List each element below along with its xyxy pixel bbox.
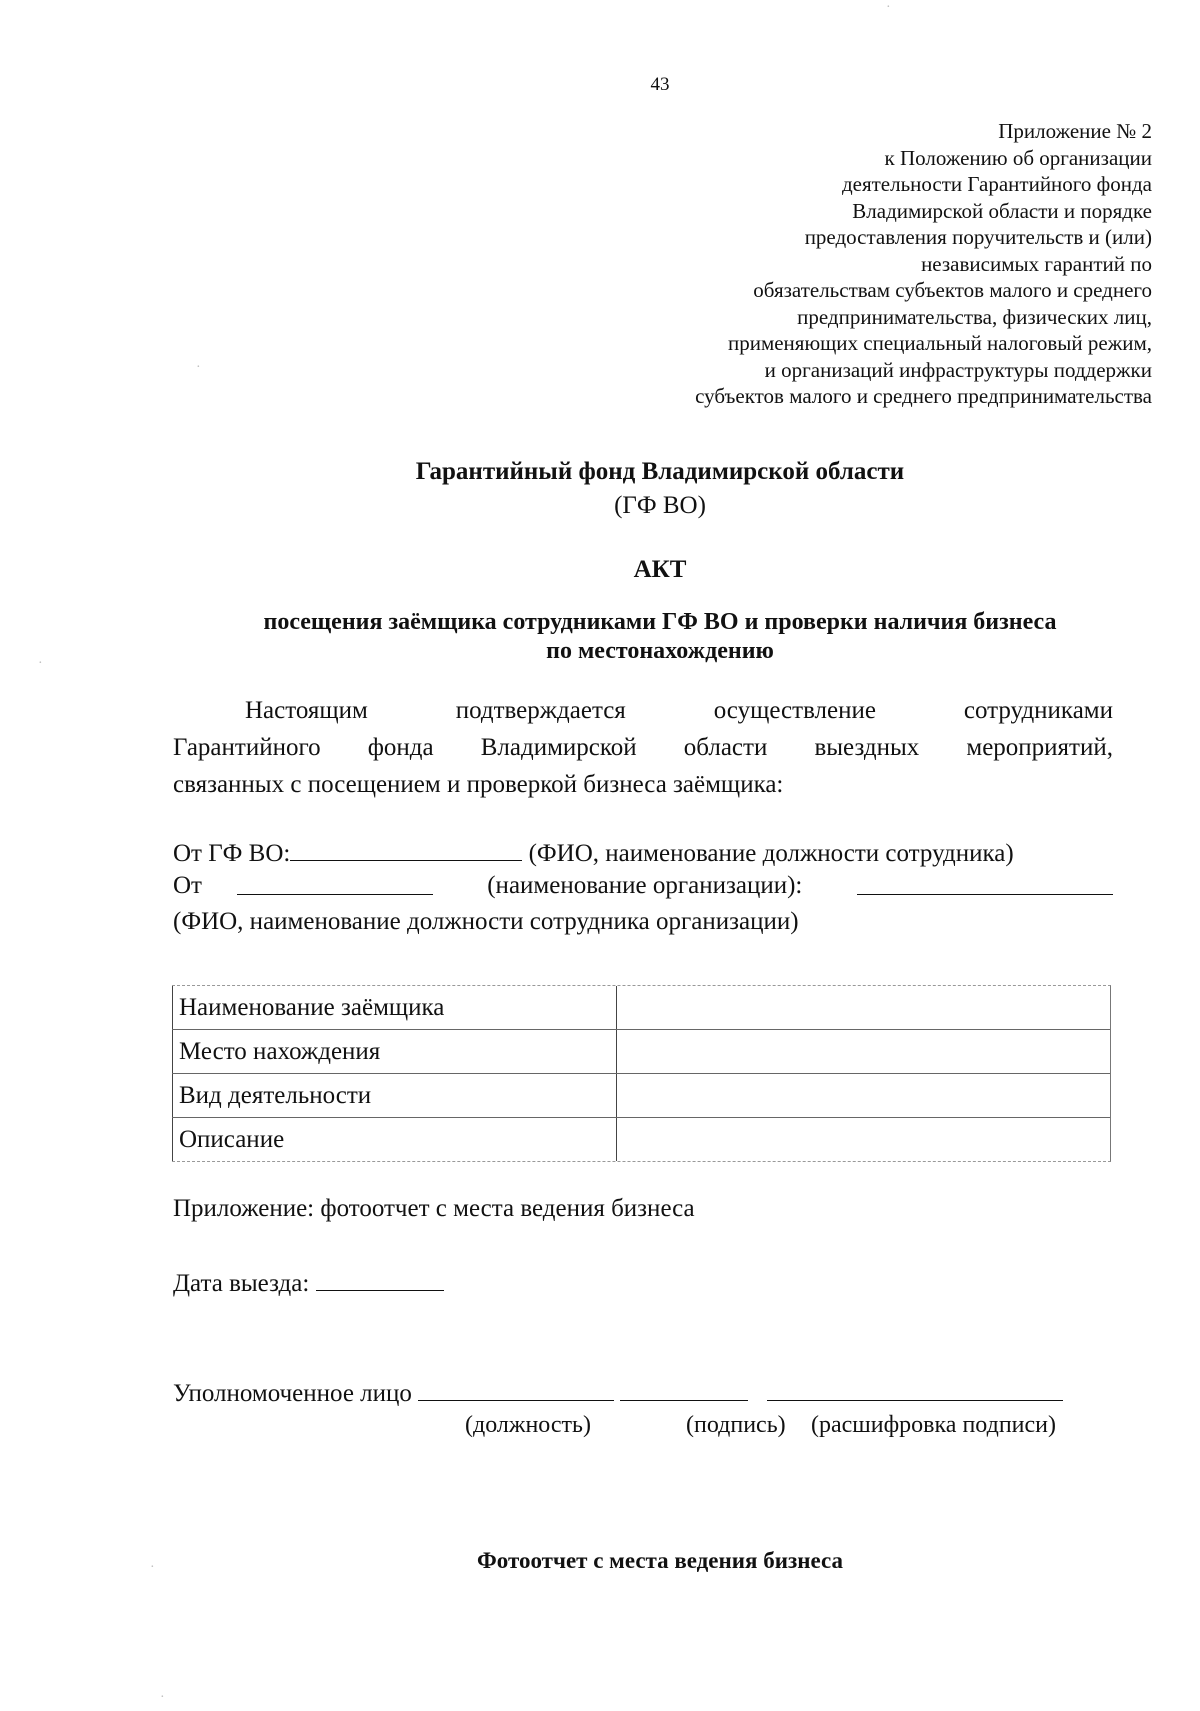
signature-decoding-blank-field[interactable]	[767, 1378, 1063, 1401]
table-row-label: Наименование заёмщика	[172, 986, 617, 1029]
intro-word: сотрудниками	[963, 697, 1113, 724]
appendix-line: и организаций инфраструктуры поддержки	[764, 357, 1152, 382]
intro-word: выездных	[814, 734, 920, 761]
intro-word: Настоящим	[245, 697, 368, 724]
authorized-person-label: Уполномоченное лицо	[173, 1380, 412, 1407]
appendix-line: к Положению об организации	[884, 145, 1152, 170]
table-row	[172, 1117, 1110, 1161]
appendix-line: предоставления поручительств и (или)	[804, 225, 1152, 249]
from-org-person-blank-field[interactable]	[857, 872, 1113, 895]
from-org-name-blank-field[interactable]	[237, 872, 433, 895]
table-row	[172, 986, 1110, 1029]
table-row-value-field[interactable]	[617, 1074, 1110, 1117]
borrower-info-table	[172, 985, 1111, 1162]
appendix-header	[512, 118, 1152, 410]
from-org-row	[173, 872, 1113, 900]
from-fund-hint: (ФИО, наименование должности сотрудника)	[528, 840, 1014, 867]
scan-artifact: ·	[160, 1690, 165, 1705]
position-blank-field[interactable]	[418, 1378, 614, 1401]
from-org-label: От	[173, 872, 202, 899]
intro-word: осуществление	[713, 697, 876, 724]
intro-line-1	[173, 692, 1113, 729]
appendix-line: обязательствам субъектов малого и среднего	[753, 278, 1152, 302]
document-subtitle-line2: по местонахождению	[546, 638, 774, 664]
appendix-line: субъектов малого и среднего предпринимательства	[695, 384, 1152, 408]
intro-word: фонда	[367, 734, 434, 761]
scan-artifact: ·	[38, 656, 43, 671]
table-row-label: Вид деятельности	[172, 1074, 617, 1117]
scan-artifact: ·	[150, 1560, 155, 1575]
appendix-line: Приложение № 2	[998, 119, 1152, 143]
appendix-line: деятельности Гарантийного фонда	[841, 172, 1152, 196]
visit-date-blank-field[interactable]	[316, 1268, 444, 1291]
attachment-note: Приложение: фотоотчет с места ведения бизнеса	[173, 1195, 695, 1222]
position-caption: (должность)	[465, 1412, 591, 1438]
scan-artifact: ·	[196, 360, 201, 375]
intro-line-3: связанных с посещением и проверкой бизнеса заёмщика:	[173, 771, 784, 798]
signature-decoding-caption: (расшифровка подписи)	[811, 1412, 1056, 1438]
intro-word: Владимирской	[480, 734, 637, 761]
document-subtitle-line1: посещения заёмщика сотрудниками ГФ ВО и проверки наличия бизнеса	[263, 609, 1057, 635]
org-name: Гарантийный фонд Владимирской области	[415, 458, 905, 485]
intro-word: области	[683, 734, 768, 761]
from-org-hint: (наименование организации):	[487, 872, 803, 899]
from-fund-label: От ГФ ВО:	[173, 840, 291, 867]
table-row-label: Место нахождения	[172, 1030, 617, 1073]
appendix-line: предпринимательства, физических лиц,	[797, 304, 1152, 329]
intro-word: мероприятий,	[966, 734, 1113, 761]
intro-word: подтверждается	[455, 697, 626, 724]
from-fund-blank-field[interactable]	[290, 838, 522, 861]
org-abbreviation: (ГФ ВО)	[614, 492, 706, 519]
appendix-line: Владимирской области и порядке	[852, 198, 1152, 223]
table-row-value-field[interactable]	[617, 986, 1110, 1029]
table-row-value-field[interactable]	[617, 1030, 1110, 1073]
appendix-line: применяющих специальный налоговый режим,	[727, 331, 1152, 355]
intro-paragraph	[173, 692, 1113, 803]
table-row-label: Описание	[172, 1118, 617, 1161]
appendix-line: независимых гарантий по	[921, 251, 1152, 276]
intro-word: Гарантийного	[173, 734, 321, 761]
from-org-line2: (ФИО, наименование должности сотрудника организации)	[173, 908, 799, 935]
document-title: АКТ	[633, 556, 687, 583]
visit-date-row	[173, 1268, 444, 1298]
intro-line-2	[173, 729, 1113, 766]
signature-blank-field[interactable]	[620, 1378, 748, 1401]
table-row	[172, 1029, 1110, 1073]
authorized-person-row	[173, 1378, 1063, 1408]
page-number: 43	[650, 74, 670, 95]
from-fund-row	[173, 838, 1014, 868]
photo-report-title: Фотоотчет с места ведения бизнеса	[477, 1548, 843, 1573]
signature-caption: (подпись)	[686, 1412, 786, 1438]
visit-date-label: Дата выезда:	[173, 1270, 310, 1297]
table-row	[172, 1073, 1110, 1117]
scan-artifact: ·	[886, 0, 891, 15]
table-row-value-field[interactable]	[617, 1118, 1110, 1161]
